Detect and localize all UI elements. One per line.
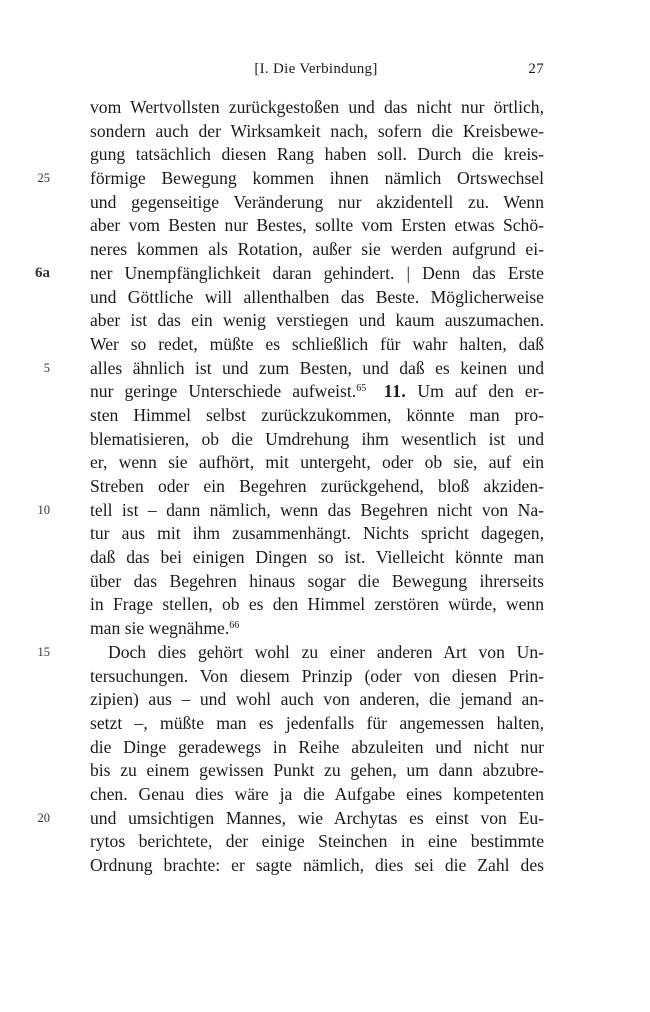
line-text: tur aus mit ihm zusammenhängt. Nichts spricht dagegen, [90, 523, 544, 544]
line-number: 5 [43, 360, 50, 375]
line-text: gung tatsächlich diesen Rang haben soll. Durch die kreis- [90, 144, 544, 165]
chapter-title: [I. Die Verbindung] [254, 61, 378, 77]
text-line [0, 262, 650, 286]
text-line [0, 333, 650, 357]
text-line [0, 617, 650, 641]
page-number: 27 [528, 61, 544, 77]
text-line [0, 807, 650, 831]
text-line [0, 143, 650, 167]
line-text: über das Begehren hinaus sogar die Bewegung ihrerseits [90, 570, 544, 591]
text-line [0, 475, 650, 499]
text-line [0, 428, 650, 452]
text-line [0, 357, 650, 381]
line-text: tell ist – dann nämlich, wenn das Begehren nicht von Na- [90, 499, 544, 520]
text-line [0, 238, 650, 262]
text-line [0, 451, 650, 475]
line-text: chen. Genau dies wäre ja die Aufgabe eines kompetenten [90, 783, 544, 804]
footnote-marker: 66 [229, 620, 240, 632]
line-text: aber ist das ein wenig verstiegen und kaum auszumachen. [90, 310, 544, 331]
text-line [0, 830, 650, 854]
text-line [0, 214, 650, 238]
text-line [0, 759, 650, 783]
line-text: alles ähnlich ist und zum Besten, und daß es keinen und [90, 357, 544, 378]
footnote-marker: 65 [356, 383, 367, 395]
line-number: 20 [37, 810, 50, 825]
line-text: vom Wertvollsten zurückgestoßen und das nicht nur örtlich, [90, 97, 544, 117]
text-line [0, 854, 650, 878]
text-line [0, 380, 650, 404]
line-text: und Göttliche will allenthalben das Beste. Möglicherweise [90, 286, 544, 307]
line-text: in Frage stellen, ob es den Himmel zerstören würde, wenn [90, 594, 544, 615]
text-line [0, 641, 650, 665]
running-header [88, 61, 544, 83]
line-text: setzt –, müßte man es jedenfalls für angemessen halten, [90, 712, 544, 733]
line-text: bis zu einem gewissen Punkt zu gehen, um dann abzubre- [90, 760, 544, 781]
line-number: 10 [37, 502, 50, 517]
text-line [0, 570, 650, 594]
line-text: Ordnung brachte: er sagte nämlich, dies sei die Zahl des [90, 855, 544, 875]
line-number: 15 [37, 644, 50, 659]
line-text-segment: Um auf den er- [417, 381, 544, 402]
text-line [0, 120, 650, 144]
text-line [0, 96, 650, 120]
line-text: Wer so redet, müßte es schließlich für wahr halten, daß [90, 333, 544, 354]
section-number: 11. [383, 381, 407, 402]
text-line [0, 593, 650, 617]
line-text: aber vom Besten nur Bestes, sollte vom Ersten etwas Schö- [90, 215, 544, 236]
line-text: die Dinge geradewegs in Reihe abzuleiten und nicht nur [90, 736, 544, 757]
line-text: blematisieren, ob die Umdrehung ihm wesentlich ist und [90, 428, 544, 449]
line-text: zipien) aus – und wohl auch von anderen, die jemand an- [90, 689, 544, 710]
text-line [0, 286, 650, 310]
line-text-segment: nur geringe Unterschiede aufweist. [90, 381, 357, 402]
text-line [0, 309, 650, 333]
text-line [0, 783, 650, 807]
text-line [0, 546, 650, 570]
line-text: neres kommen als Rotation, außer sie werden aufgrund ei- [90, 239, 544, 260]
line-text: er, wenn sie aufhört, mit untergeht, oder ob sie, auf ein [90, 452, 544, 473]
text-line [0, 665, 650, 689]
text-line [0, 522, 650, 546]
line-text: und umsichtigen Mannes, wie Archytas es einst von Eu- [90, 807, 544, 828]
line-text: förmige Bewegung kommen ihnen nämlich Ortswechsel [90, 168, 544, 189]
line-text [90, 380, 544, 404]
text-line [0, 688, 650, 712]
line-text: tersuchungen. Von diesem Prinzip (oder von diesen Prin- [90, 665, 544, 686]
page-body [0, 96, 650, 878]
text-line [0, 191, 650, 215]
line-text: Streben oder ein Begehren zurückgehend, bloß akziden- [90, 476, 544, 496]
text-line [0, 404, 650, 428]
line-text: und gegenseitige Veränderung nur akzidentell zu. Wenn [90, 191, 544, 212]
text-line [0, 167, 650, 191]
line-text: ner Unempfänglichkeit daran gehindert. | Denn das Erste [90, 262, 544, 283]
text-line [0, 712, 650, 736]
line-text [90, 617, 544, 641]
text-line [0, 736, 650, 760]
line-text: rytos berichtete, der einige Steinchen in eine bestimmte [90, 831, 544, 852]
text-line [0, 499, 650, 523]
line-text-segment: man sie wegnähme. [90, 618, 230, 639]
line-text: Doch dies gehört wohl zu einer anderen Art von Un- [108, 641, 544, 662]
line-number: 6a [35, 264, 50, 281]
line-number: 25 [37, 171, 50, 186]
line-text: daß das bei einigen Dingen so ist. Vielleicht könnte man [90, 547, 544, 568]
line-text: sondern auch der Wirksamkeit nach, sofern die Kreisbewe- [90, 120, 544, 141]
line-text: sten Himmel selbst zurückzukommen, könnte man pro- [90, 404, 544, 425]
